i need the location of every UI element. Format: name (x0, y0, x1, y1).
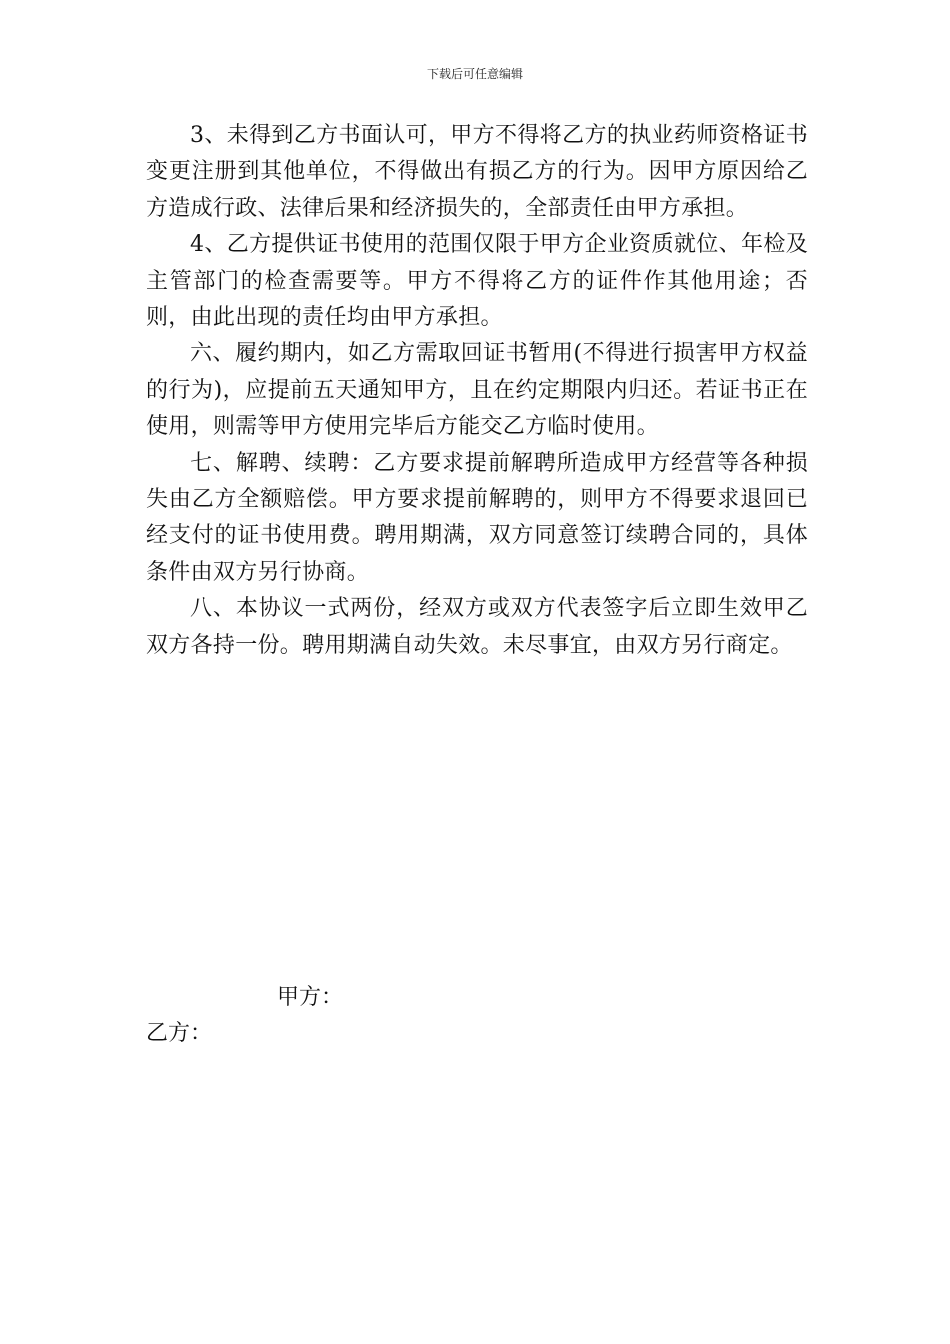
party-a-signature-label: 甲方： (277, 985, 344, 1010)
clause-4: 4、乙方提供证书使用的范围仅限于甲方企业资质就位、年检及主管部门的检查需要等。甲方不得将乙方的证件作其他用途；否则，由此出现的责任均由甲方承担。 (146, 232, 808, 331)
agreement-body (146, 118, 808, 664)
party-b-signature-label: 乙方： (146, 1021, 213, 1046)
page-header-note: 下载后可任意编辑 (426, 67, 523, 81)
clause-eight: 八、本协议一式两份，经双方或双方代表签字后立即生效甲乙双方各持一份。聘用期满自动失效。未尽事宜，由双方另行商定。 (146, 596, 808, 658)
clause-seven: 七、解聘、续聘：乙方要求提前解聘所造成甲方经营等各种损失由乙方全额赔偿。甲方要求提前解聘的，则甲方不得要求退回已经支付的证书使用费。聘用期满，双方同意签订续聘合同的，具体条件由双方另行协商。 (146, 450, 808, 585)
clause-six: 六、履约期内，如乙方需取回证书暂用(不得进行损害甲方权益的行为)，应提前五天通知甲方，且在约定期限内归还。若证书正在使用，则需等甲方使用完毕后方能交乙方临时使用。 (146, 341, 808, 440)
clause-3: 3、未得到乙方书面认可，甲方不得将乙方的执业药师资格证书变更注册到其他单位，不得做出有损乙方的行为。因甲方原因给乙方造成行政、法律后果和经济损失的，全部责任由甲方承担。 (146, 123, 808, 221)
